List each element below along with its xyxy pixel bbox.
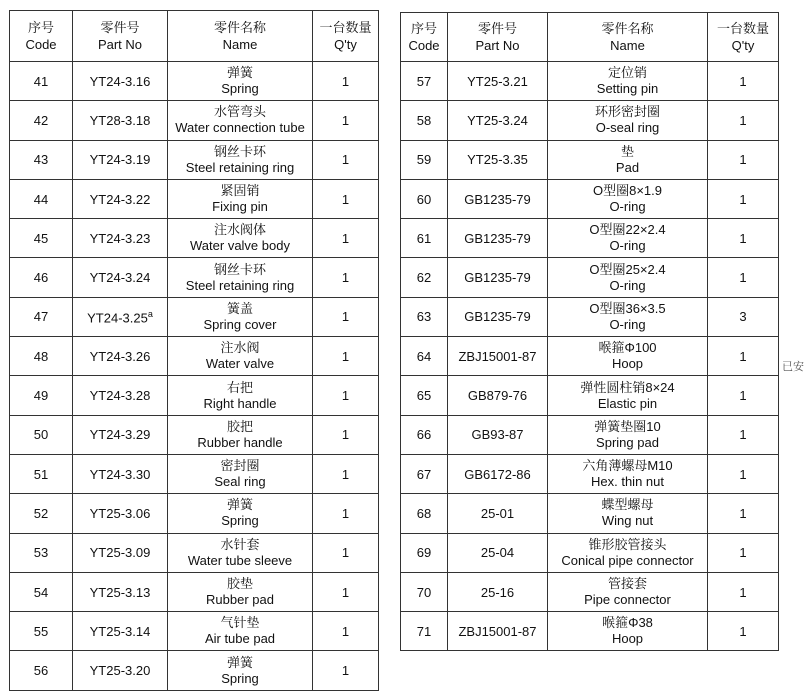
cell-part-no (73, 140, 168, 179)
cell-code: 43 (10, 140, 73, 179)
cell-part-no (73, 651, 168, 690)
name-english: Water tube sleeve (187, 552, 293, 568)
cell-code: 55 (10, 612, 73, 651)
name-english: Steel retaining ring (185, 277, 295, 293)
parts-table-right (400, 12, 779, 651)
cell-part-no (448, 415, 548, 454)
cell-code: 63 (401, 297, 448, 336)
name-english: Hoop (611, 356, 644, 372)
name-chinese: 密封圈 (220, 458, 260, 474)
name-english: Right handle (203, 395, 277, 411)
part-number: YT25-3.21 (467, 73, 528, 89)
part-number: YT25-3.13 (89, 584, 151, 600)
part-number: GB879-76 (467, 388, 528, 404)
cell-name (168, 297, 313, 336)
cell-code: 58 (401, 101, 448, 140)
cell-part-no (73, 572, 168, 611)
cell-name (168, 415, 313, 454)
cell-name (548, 376, 708, 415)
cell-code: 61 (401, 219, 448, 258)
cell-code: 56 (10, 651, 73, 690)
part-number: GB1235-79 (464, 191, 531, 207)
table-row (401, 415, 779, 454)
cell-qty: 1 (708, 612, 779, 651)
name-chinese: 胶把 (226, 418, 253, 434)
name-english: Air tube pad (204, 631, 276, 647)
cell-name (168, 62, 313, 101)
part-number: YT25-3.20 (89, 663, 151, 679)
cell-part-no (448, 258, 548, 297)
table-row (401, 612, 779, 651)
part-number: GB1235-79 (464, 270, 531, 286)
table-row (10, 533, 379, 572)
table-row (401, 258, 779, 297)
name-chinese: 水管弯头 (213, 104, 266, 120)
part-number: YT25-3.24 (467, 112, 528, 128)
table-row (10, 62, 379, 101)
part-number: YT24-3.23 (89, 230, 151, 246)
cell-code: 68 (401, 494, 448, 533)
table-row (10, 454, 379, 493)
name-chinese: 注水阀体 (213, 222, 266, 238)
name-english: Conical pipe connector (561, 552, 694, 568)
cell-part-no (73, 612, 168, 651)
part-number: GB1235-79 (464, 309, 531, 325)
header-qty: 一台数量 Q'ty (708, 13, 779, 62)
cell-code: 62 (401, 258, 448, 297)
cell-qty: 1 (708, 140, 779, 179)
cell-qty: 1 (708, 179, 779, 218)
header-qty: 一台数量 Q'ty (313, 11, 379, 62)
cell-part-no (73, 376, 168, 415)
name-chinese: 垫 (620, 143, 634, 159)
table-row (401, 140, 779, 179)
name-english: Water valve body (190, 238, 290, 254)
name-english: Water connection tube (175, 120, 305, 136)
table-row (10, 376, 379, 415)
name-chinese: 弹簧 (226, 497, 253, 513)
cell-name (548, 101, 708, 140)
part-number: ZBJ15001-87 (458, 623, 537, 639)
cell-code: 52 (10, 494, 73, 533)
part-number: YT24-3.26 (89, 348, 151, 364)
table-row (10, 297, 379, 336)
cell-qty: 1 (313, 219, 379, 258)
name-english: O-seal ring (595, 120, 660, 136)
parts-table-left (9, 10, 379, 691)
cell-qty: 1 (313, 651, 379, 690)
cell-qty: 1 (708, 494, 779, 533)
cell-name (168, 101, 313, 140)
cell-name (168, 376, 313, 415)
table-row (401, 219, 779, 258)
cell-code: 67 (401, 454, 448, 493)
cell-code: 50 (10, 415, 73, 454)
name-chinese: 弹簧 (226, 654, 253, 670)
table-row (10, 415, 379, 454)
side-label: 已安 (782, 361, 804, 373)
cell-qty: 1 (313, 533, 379, 572)
part-number: GB1235-79 (464, 230, 531, 246)
cell-name (168, 651, 313, 690)
cell-code: 70 (401, 572, 448, 611)
cell-part-no (73, 179, 168, 218)
name-english: O-ring (609, 238, 646, 254)
cell-part-no (73, 454, 168, 493)
name-chinese: 胶垫 (226, 576, 253, 591)
table-row (10, 101, 379, 140)
part-number: GB6172-86 (464, 466, 531, 482)
cell-name (168, 494, 313, 533)
name-chinese: 管接套 (607, 576, 647, 591)
cell-qty: 1 (708, 62, 779, 101)
header-code: 序号 Code (401, 13, 448, 62)
part-number: YT24-3.16 (89, 73, 151, 89)
cell-code: 42 (10, 101, 73, 140)
table-row (10, 494, 379, 533)
cell-code: 46 (10, 258, 73, 297)
name-english: O-ring (609, 277, 646, 293)
header-part-no: 零件号 Part No (448, 13, 548, 62)
cell-name (168, 258, 313, 297)
cell-name (168, 612, 313, 651)
cell-code: 48 (10, 337, 73, 376)
cell-name (168, 572, 313, 611)
table-row (10, 337, 379, 376)
name-english: Water valve (205, 356, 275, 372)
table-row (10, 140, 379, 179)
cell-part-no (448, 219, 548, 258)
part-number: YT24-3.25 (87, 310, 148, 326)
name-chinese: O型圈25×2.4 (589, 261, 666, 277)
cell-qty: 1 (708, 101, 779, 140)
cell-name (168, 454, 313, 493)
name-english: Spring pad (596, 434, 659, 450)
cell-qty: 1 (708, 258, 779, 297)
name-chinese: 定位销 (607, 65, 647, 81)
name-chinese: 蝶型螺母 (601, 497, 654, 513)
cell-name (548, 140, 708, 179)
header-name: 零件名称 Name (548, 13, 708, 62)
cell-code: 59 (401, 140, 448, 179)
cell-part-no (448, 297, 548, 336)
cell-part-no (73, 533, 168, 572)
cell-qty: 1 (313, 297, 379, 336)
name-english: Pad (615, 159, 640, 175)
cell-code: 41 (10, 62, 73, 101)
name-english: Elastic pin (597, 395, 658, 411)
cell-name (168, 179, 313, 218)
part-number: YT24-3.22 (89, 191, 151, 207)
cell-qty: 1 (313, 62, 379, 101)
name-english: Spring cover (203, 316, 277, 332)
table-row (401, 494, 779, 533)
cell-code: 57 (401, 62, 448, 101)
name-chinese: O型圈36×3.5 (589, 300, 666, 316)
table-row (10, 219, 379, 258)
cell-qty: 1 (708, 337, 779, 376)
cell-part-no (73, 62, 168, 101)
part-number: 25-01 (480, 505, 515, 521)
table-row (401, 101, 779, 140)
name-chinese: 紧固销 (220, 183, 260, 199)
part-number: ZBJ15001-87 (458, 348, 537, 364)
cell-name (548, 219, 708, 258)
cell-part-no (448, 62, 548, 101)
cell-qty: 1 (708, 219, 779, 258)
name-chinese: 六角薄螺母M10 (582, 458, 673, 474)
cell-part-no (73, 258, 168, 297)
name-english: Rubber handle (197, 434, 283, 450)
name-chinese: 钢丝卡环 (213, 261, 266, 277)
cell-part-no (448, 376, 548, 415)
name-chinese: O型圈22×2.4 (589, 222, 666, 238)
name-chinese: O型圈8×1.9 (592, 183, 662, 199)
name-chinese: 气针垫 (220, 615, 260, 631)
part-number: YT24-3.29 (89, 427, 151, 443)
part-number: YT24-3.24 (89, 270, 151, 286)
name-chinese: 弹簧垫圈10 (594, 418, 661, 434)
cell-qty: 1 (313, 376, 379, 415)
part-number: YT25-3.35 (467, 152, 528, 168)
cell-code: 60 (401, 179, 448, 218)
cell-qty: 1 (313, 179, 379, 218)
name-chinese: 喉箍Φ38 (602, 615, 653, 631)
cell-code: 54 (10, 572, 73, 611)
cell-part-no (448, 337, 548, 376)
part-number: YT25-3.09 (89, 545, 151, 561)
part-number: 25-04 (480, 545, 515, 561)
name-english: Wing nut (601, 513, 654, 529)
name-english: Fixing pin (212, 199, 268, 215)
cell-qty: 1 (313, 415, 379, 454)
table-row (401, 297, 779, 336)
name-english: Steel retaining ring (185, 159, 295, 175)
name-chinese: 环形密封圈 (594, 104, 660, 120)
name-chinese: 锥形胶管接头 (588, 536, 667, 552)
table-header-row (401, 13, 779, 62)
table-row (10, 651, 379, 690)
cell-name (548, 454, 708, 493)
name-chinese: 弹簧 (226, 65, 253, 81)
cell-code: 64 (401, 337, 448, 376)
cell-name (168, 337, 313, 376)
cell-code: 69 (401, 533, 448, 572)
part-number: YT25-3.06 (89, 505, 151, 521)
cell-part-no (448, 179, 548, 218)
cell-name (548, 494, 708, 533)
cell-part-no (73, 494, 168, 533)
cell-qty: 1 (708, 533, 779, 572)
name-english: Seal ring (214, 474, 266, 490)
cell-code: 66 (401, 415, 448, 454)
name-chinese: 注水阀 (220, 340, 260, 356)
cell-part-no (448, 572, 548, 611)
cell-code: 45 (10, 219, 73, 258)
cell-name (548, 572, 708, 611)
cell-qty: 1 (313, 454, 379, 493)
header-name: 零件名称 Name (168, 11, 313, 62)
part-number: YT28-3.18 (89, 112, 151, 128)
cell-name (548, 612, 708, 651)
cell-code: 53 (10, 533, 73, 572)
table-row (10, 258, 379, 297)
cell-code: 47 (10, 297, 73, 336)
cell-part-no (73, 101, 168, 140)
cell-qty: 1 (313, 612, 379, 651)
cell-part-no (448, 494, 548, 533)
table-row (401, 572, 779, 611)
cell-qty: 1 (313, 572, 379, 611)
cell-part-no (448, 533, 548, 572)
table-row (10, 612, 379, 651)
part-number: YT24-3.30 (89, 466, 151, 482)
cell-part-no (448, 140, 548, 179)
cell-name (548, 297, 708, 336)
part-number: 25-16 (480, 584, 515, 600)
cell-part-no (73, 337, 168, 376)
cell-qty: 3 (708, 297, 779, 336)
cell-part-no (73, 297, 168, 336)
cell-name (168, 533, 313, 572)
header-part-no: 零件号 Part No (73, 11, 168, 62)
cell-part-no (73, 415, 168, 454)
part-footnote-mark: a (147, 308, 153, 319)
cell-code: 49 (10, 376, 73, 415)
cell-name (548, 258, 708, 297)
part-number: YT24-3.19 (89, 152, 151, 168)
table-header-row (10, 11, 379, 62)
cell-qty: 1 (313, 494, 379, 533)
name-english: Spring (221, 670, 259, 686)
cell-code: 65 (401, 376, 448, 415)
name-english: Rubber pad (206, 592, 274, 607)
name-chinese: 水针套 (220, 536, 260, 552)
cell-qty: 1 (313, 258, 379, 297)
name-english: Setting pin (596, 81, 659, 97)
cell-part-no (73, 219, 168, 258)
cell-name (548, 62, 708, 101)
cell-code: 44 (10, 179, 73, 218)
name-english: Hex. thin nut (591, 474, 664, 490)
table-row (401, 454, 779, 493)
name-chinese: 右把 (226, 379, 253, 395)
name-chinese: 钢丝卡环 (213, 143, 266, 159)
cell-qty: 1 (313, 337, 379, 376)
table-row (401, 533, 779, 572)
table-row (10, 179, 379, 218)
part-number: YT25-3.14 (89, 623, 151, 639)
name-english: Pipe connector (584, 592, 671, 607)
cell-code: 71 (401, 612, 448, 651)
cell-name (548, 337, 708, 376)
name-chinese: 簧盖 (226, 300, 253, 316)
name-english: Spring (221, 81, 259, 97)
table-row (401, 376, 779, 415)
part-number: YT24-3.28 (89, 388, 151, 404)
cell-qty: 1 (708, 415, 779, 454)
cell-name (548, 533, 708, 572)
cell-qty: 1 (313, 140, 379, 179)
cell-qty: 1 (708, 572, 779, 611)
cell-part-no (448, 454, 548, 493)
cell-name (168, 140, 313, 179)
table-row (401, 337, 779, 376)
name-english: O-ring (609, 199, 646, 215)
cell-part-no (448, 101, 548, 140)
cell-code: 51 (10, 454, 73, 493)
table-row (401, 62, 779, 101)
name-english: Spring (221, 513, 259, 529)
cell-name (168, 219, 313, 258)
table-row (401, 179, 779, 218)
cell-name (548, 415, 708, 454)
name-chinese: 喉箍Φ100 (598, 340, 657, 356)
header-code: 序号 Code (10, 11, 73, 62)
part-number: GB93-87 (471, 427, 524, 443)
name-english: Hoop (611, 631, 644, 647)
table-row (10, 572, 379, 611)
cell-qty: 1 (313, 101, 379, 140)
name-english: O-ring (609, 316, 646, 332)
name-chinese: 弹性圆柱销8×24 (580, 379, 675, 395)
cell-qty: 1 (708, 454, 779, 493)
cell-name (548, 179, 708, 218)
cell-qty: 1 (708, 376, 779, 415)
cell-part-no (448, 612, 548, 651)
